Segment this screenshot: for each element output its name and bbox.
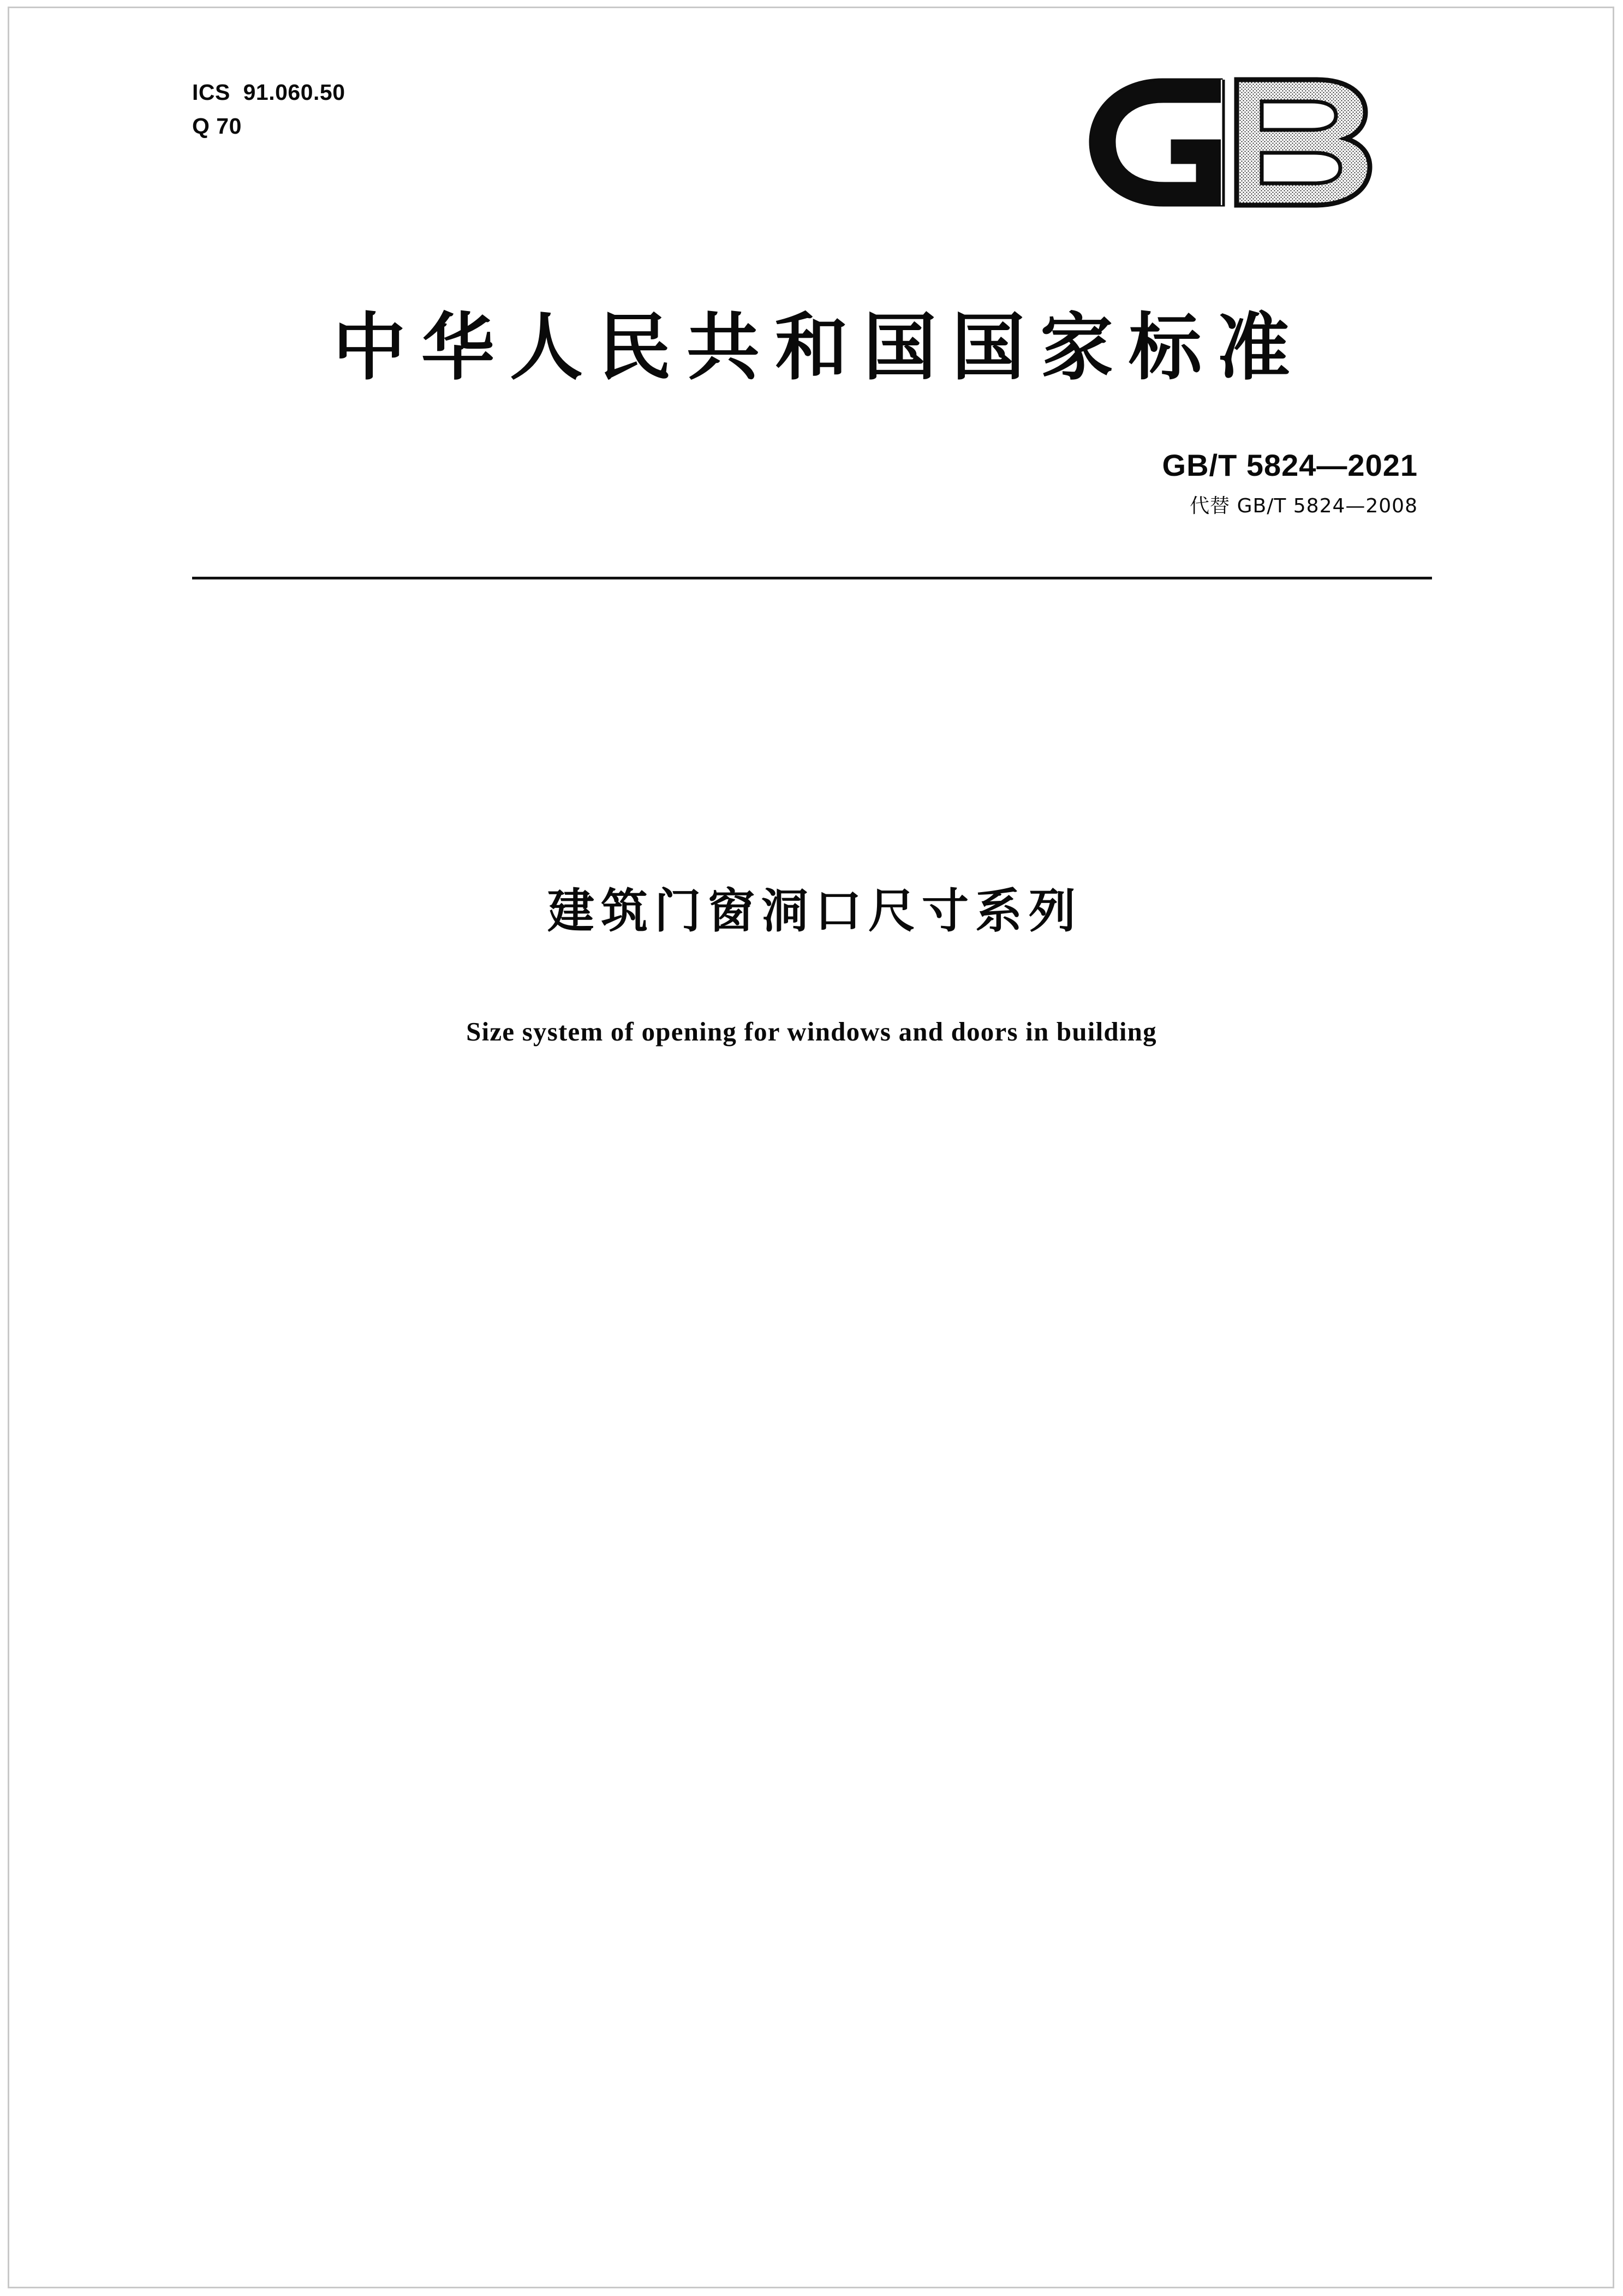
- gb-emblem-icon: [1081, 75, 1397, 209]
- standard-number: GB/T 5824—2021: [1162, 448, 1418, 482]
- header-divider: [192, 577, 1432, 579]
- ccs-code: Q 70: [192, 113, 242, 139]
- ics-code: ICS 91.060.50: [192, 80, 345, 105]
- national-standard-title: 中华人民共和国国家标准: [332, 305, 1305, 390]
- standard-replaces: 代替 GB/T 5824—2008: [1190, 495, 1418, 517]
- document-title-chinese: 建筑门窗洞口尺寸系列: [547, 884, 1082, 938]
- standard-number-block: [1162, 447, 1418, 518]
- classification-block: [192, 75, 345, 144]
- document-title-english: Size system of opening for windows and doors in building: [466, 1017, 1157, 1047]
